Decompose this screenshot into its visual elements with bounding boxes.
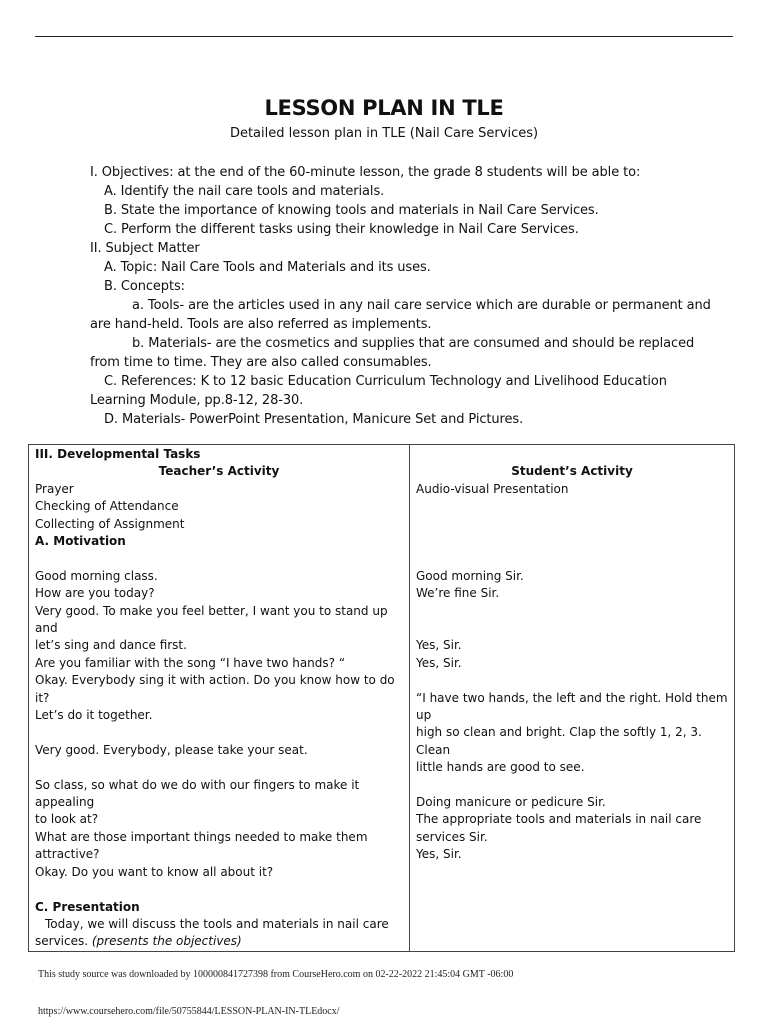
teacher-line: let’s sing and dance first. [35, 638, 187, 653]
presentation-heading: C. Presentation [35, 899, 140, 914]
teacher-line: Today, we will discuss the tools and materials in nail care [45, 916, 389, 931]
teacher-line: to look at? [35, 812, 99, 827]
student-line: Yes, Sir. [416, 847, 462, 862]
teacher-line [35, 933, 403, 950]
motivation-heading: A. Motivation [35, 534, 126, 549]
concept-tools-line: a. Tools- are the articles used in any nail care service which are durable or permanent and [132, 298, 711, 313]
teacher-line: Very good. Everybody, please take your seat. [35, 742, 308, 757]
materials-line: D. Materials- PowerPoint Presentation, Manicure Set and Pictures. [104, 412, 524, 427]
teacher-activity-header: Teacher’s Activity [158, 464, 280, 479]
student-activity-header: Student’s Activity [511, 464, 633, 479]
teacher-line: What are those important things needed to make them [35, 829, 368, 844]
student-line: “I have two hands, the left and the right. Hold them up [416, 690, 728, 722]
subject-matter-heading: II. Subject Matter [90, 241, 200, 256]
download-note: This study source was downloaded by 100000841727398 from CourseHero.com on 02-22-2022 21:45:04 GMT -06:00 [38, 969, 514, 980]
concepts-heading: B. Concepts: [104, 279, 185, 294]
teacher-line: Prayer [35, 481, 74, 496]
objective-item: B. State the importance of knowing tools and materials in Nail Care Services. [104, 203, 599, 218]
objectives-heading: I. Objectives: at the end of the 60-minute lesson, the grade 8 students will be able to: [90, 165, 641, 180]
teacher-line: Checking of Attendance [35, 499, 179, 514]
source-url: https://www.coursehero.com/file/50755844/LESSON-PLAN-IN-TLEdocx/ [38, 1006, 340, 1017]
student-line: Yes, Sir. [416, 655, 462, 670]
student-line: little hands are good to see. [416, 760, 585, 775]
teacher-line-text: services. [35, 934, 92, 949]
topic-line: A. Topic: Nail Care Tools and Materials and its uses. [104, 260, 431, 275]
teacher-line: So class, so what do we do with our fingers to make it appealing [35, 777, 360, 810]
teacher-line: attractive? [35, 847, 100, 862]
student-line: Audio-visual Presentation [416, 481, 569, 496]
page-subtitle: Detailed lesson plan in TLE (Nail Care Services) [229, 126, 539, 141]
teacher-line: Are you familiar with the song “I have two hands? “ [35, 655, 346, 670]
teacher-activity-column [29, 445, 410, 952]
page-title: LESSON PLAN IN TLE [264, 96, 504, 120]
teacher-line: Collecting of Assignment [35, 516, 185, 531]
student-line: high so clean and bright. Clap the softly 1, 2, 3. Clean [416, 725, 702, 757]
student-line: Doing manicure or pedicure Sir. [416, 794, 606, 809]
references-line: Learning Module, pp.8-12, 28-30. [90, 393, 304, 408]
concept-materials-line: from time to time. They are also called consumables. [90, 355, 432, 370]
student-line: Good morning Sir. [416, 568, 524, 583]
student-line: We’re fine Sir. [416, 586, 500, 601]
objective-item: A. Identify the nail care tools and materials. [104, 184, 385, 199]
teacher-line: Very good. To make you feel better, I want you to stand up and [35, 603, 388, 636]
student-line: Yes, Sir. [416, 638, 462, 653]
student-line: services Sir. [416, 829, 488, 844]
concept-tools-line: are hand-held. Tools are also referred as implements. [90, 317, 432, 332]
concept-materials-line: b. Materials- are the cosmetics and supplies that are consumed and should be replaced [132, 336, 695, 351]
top-rule [35, 36, 733, 37]
student-activity-column [410, 445, 735, 952]
teacher-line: Okay. Do you want to know all about it? [35, 864, 274, 879]
developmental-tasks-table [28, 444, 735, 952]
teacher-line: How are you today? [35, 586, 155, 601]
lesson-outline [90, 163, 711, 429]
teacher-line: Okay. Everybody sing it with action. Do you know how to do it? [35, 673, 395, 705]
student-line: The appropriate tools and materials in nail care [416, 812, 702, 827]
teacher-line: Good morning class. [35, 568, 158, 583]
presents-objectives-note: (presents the objectives) [91, 934, 242, 949]
teacher-line: Let’s do it together. [35, 708, 153, 723]
objective-item: C. Perform the different tasks using their knowledge in Nail Care Services. [104, 222, 579, 237]
references-line: C. References: K to 12 basic Education Curriculum Technology and Livelihood Education [104, 374, 667, 389]
section-heading: III. Developmental Tasks [35, 447, 201, 461]
